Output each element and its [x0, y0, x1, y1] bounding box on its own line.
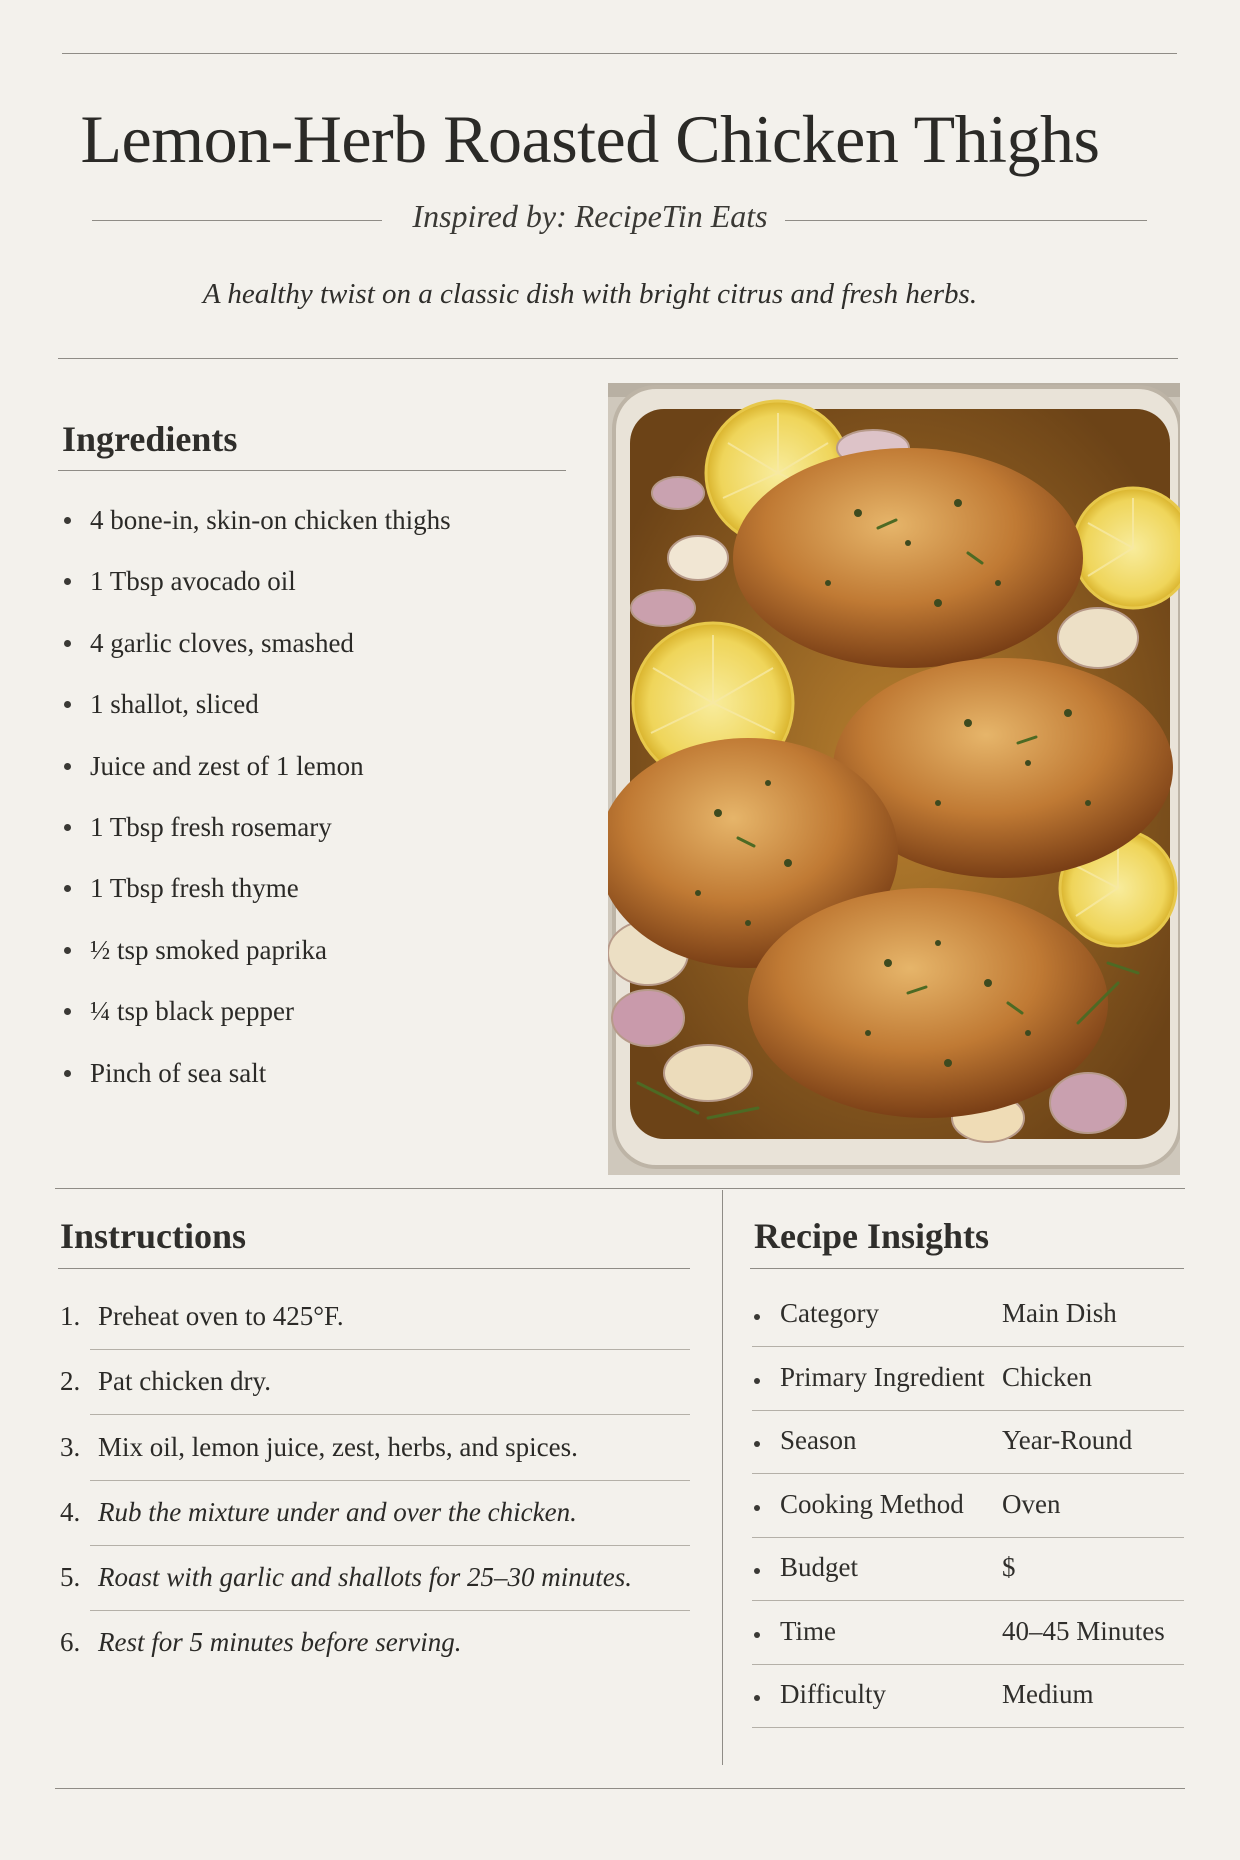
step-number: 3. [60, 1431, 81, 1462]
step-number: 1. [60, 1301, 81, 1331]
column-divider [722, 1190, 723, 1765]
ingredient-item: 1 Tbsp fresh rosemary [62, 807, 451, 868]
instruction-step [60, 1426, 690, 1491]
step-divider [90, 1610, 690, 1611]
insights-list [752, 1290, 1184, 1735]
insight-row [752, 1671, 1184, 1735]
step-divider [90, 1349, 690, 1350]
insights-heading: Recipe Insights [754, 1216, 990, 1256]
header-bottom-rule [58, 358, 1178, 359]
step-text: Pat chicken dry. [98, 1366, 271, 1397]
ingredients-heading-rule [58, 470, 566, 471]
instructions-heading-rule [58, 1268, 690, 1269]
insight-label: Season [780, 1425, 857, 1455]
instruction-step [60, 1295, 690, 1360]
insight-row [752, 1608, 1184, 1672]
insight-label: Difficulty [780, 1679, 886, 1709]
inspired-rule-right [785, 220, 1147, 221]
roasted-chicken-illustration [608, 383, 1180, 1175]
step-divider [90, 1545, 690, 1546]
ingredient-item: ¼ tsp black pepper [62, 991, 451, 1052]
step-divider [90, 1414, 690, 1415]
ingredient-item: 1 Tbsp fresh thyme [62, 868, 451, 929]
insight-value: Oven [1002, 1488, 1061, 1519]
insight-divider [752, 1473, 1184, 1474]
insight-divider [752, 1664, 1184, 1665]
recipe-photo [608, 383, 1180, 1175]
insight-label: Time [780, 1615, 837, 1646]
insight-label: Budget [780, 1552, 858, 1582]
insight-divider [752, 1537, 1184, 1538]
ingredient-item: 4 garlic cloves, smashed [62, 623, 451, 684]
insight-value: $ [1002, 1552, 1016, 1582]
instructions-list [60, 1295, 690, 1687]
recipe-tagline: A healthy twist on a classic dish with bright citrus and fresh herbs. [202, 278, 978, 310]
bottom-rule [55, 1788, 1185, 1789]
step-text: Rest for 5 minutes before serving. [98, 1627, 462, 1658]
ingredients-heading: Ingredients [62, 419, 238, 459]
step-number: 4. [60, 1496, 81, 1527]
insights-heading-rule [750, 1268, 1184, 1269]
insight-row [752, 1290, 1184, 1354]
insight-divider [752, 1410, 1184, 1411]
insight-label: Category [780, 1298, 879, 1328]
insight-row [752, 1481, 1184, 1545]
insight-value: 40–45 Minutes [1002, 1615, 1165, 1646]
recipe-title: Lemon-Herb Roasted Chicken Thighs [80, 101, 1100, 177]
insight-value: Chicken [1002, 1361, 1092, 1392]
instruction-step [60, 1491, 690, 1556]
instruction-step [60, 1360, 690, 1425]
ingredient-item: 1 Tbsp avocado oil [62, 561, 451, 622]
step-text: Rub the mixture under and over the chicken. [98, 1496, 577, 1527]
step-text: Mix oil, lemon juice, zest, herbs, and spices. [98, 1431, 578, 1462]
insight-row [752, 1544, 1184, 1608]
insight-row [752, 1417, 1184, 1481]
ingredient-item: 4 bone-in, skin-on chicken thighs [62, 500, 451, 561]
instructions-heading: Instructions [60, 1216, 247, 1256]
step-number: 5. [60, 1562, 81, 1593]
ingredient-item: Juice and zest of 1 lemon [62, 746, 451, 807]
insight-label: Cooking Method [780, 1488, 964, 1519]
insight-divider [752, 1727, 1184, 1728]
mid-rule [55, 1188, 1185, 1189]
step-divider [90, 1480, 690, 1481]
step-text: Preheat oven to 425°F. [98, 1301, 344, 1331]
insight-label: Primary Ingredient [780, 1361, 985, 1392]
inspired-by: Inspired by: RecipeTin Eats [412, 198, 768, 234]
ingredients-list [62, 500, 451, 1114]
instruction-step [60, 1556, 690, 1621]
step-number: 6. [60, 1627, 81, 1658]
ingredient-item: 1 shallot, sliced [62, 684, 451, 745]
insight-value: Main Dish [1002, 1298, 1117, 1328]
insight-divider [752, 1346, 1184, 1347]
top-rule [62, 53, 1177, 54]
step-number: 2. [60, 1366, 81, 1397]
insight-row [752, 1354, 1184, 1418]
insight-divider [752, 1600, 1184, 1601]
instruction-step [60, 1621, 690, 1686]
insight-value: Medium [1002, 1679, 1094, 1709]
ingredient-item: ½ tsp smoked paprika [62, 930, 451, 991]
step-text: Roast with garlic and shallots for 25–30 minutes. [98, 1562, 633, 1593]
insight-value: Year-Round [1002, 1425, 1133, 1455]
ingredient-item: Pinch of sea salt [62, 1053, 451, 1114]
